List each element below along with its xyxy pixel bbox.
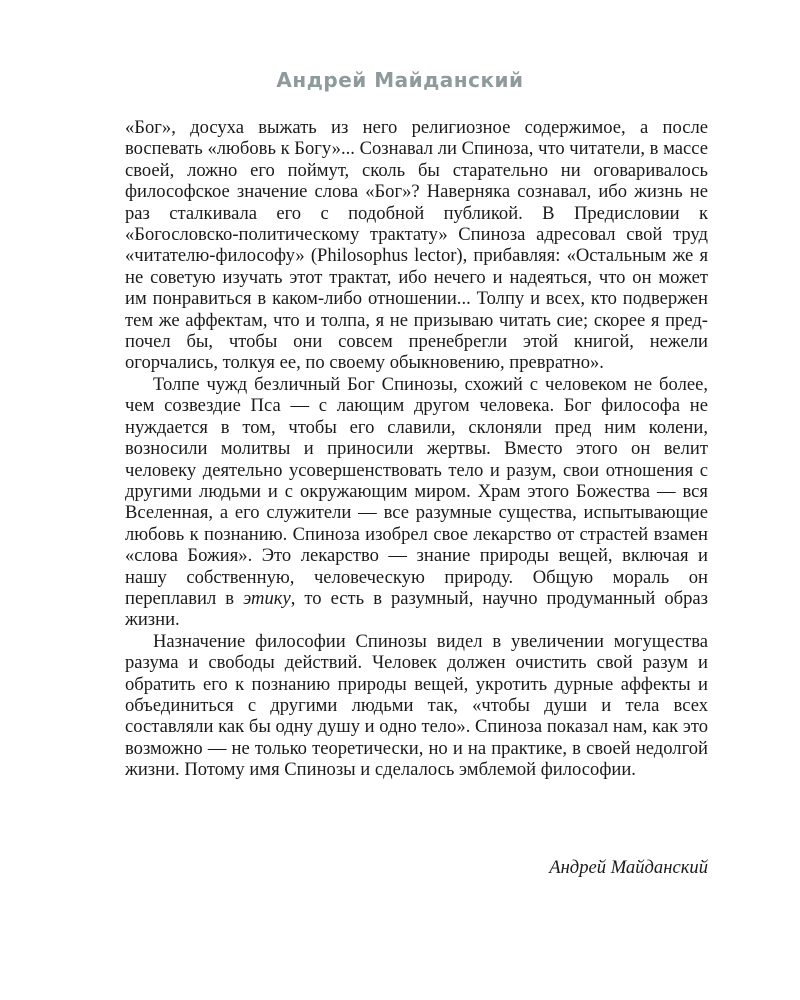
body-text: [125, 117, 708, 781]
paragraph-2-end: , то есть в разумный, научно продуманный образ жизни.: [125, 587, 708, 631]
paragraph-3: Назначение философии Спинозы видел в увеличении могущества разума и свободы действий. Человек должен очистить свой разум и обратить его к познанию природы вещей, укротить дурные аффекты и объединиться с другими людьми так, «чтобы души и тела всех составляли как бы одну душу и одно тело». Спиноза показал нам, как это возможно — не только теоретически, но и на практике, в своей недолгой жизни. Потому имя Спинозы и сделалось эмблемой философии.: [125, 630, 708, 781]
running-head: Андрей Майданский: [276, 68, 524, 92]
paragraph-1: «Бог», досуха выжать из него религиозное содержимое, а после воспевать «любовь к Богу»... Сознавал ли Спиноза, что читатели, в массе своей, ложно его поймут, сколь бы старательно ни оговаривалось философское значение слова «Бог»? Наверняка сознавал, ибо жизнь не раз сталкивала его с подобной публикой. В Предисловии к «Богословско-политическому трактату» Спиноза адресовал свой труд «читателю-философу» (Philosophus lector), прибавляя: «Остальным же я не советую изучать этот трактат, ибо нечего и надеяться, что он может им понравиться в каком-либо отношении... Толпу и всех, кто подвержен тем же аффектам, что и толпа, я не призываю читать сие; скорее я предпочел бы, чтобы они совсем пренебрегли этой книгой, нежели огорчались, толкуя ее, по своему обыкновению, превратно».: [125, 117, 708, 374]
author-signature: Андрей Майданский: [549, 857, 708, 878]
paragraph-2: [125, 374, 708, 631]
paragraph-2-emphasis: этику: [243, 587, 291, 609]
paragraph-2-text: Толпе чужд безличный Бог Спинозы, схожий с человеком не более, чем созвездие Пса — с лающим другом человека. Бог философа не нуждается в том, чтобы его славили, склоняли пред ним колени, возносили молитвы и приносили жертвы. Вместо этого он велит человеку деятельно усовершенствовать тело и разум, свои отношения с другими людьми и с окружающим миром. Храм этого Божества — вся Вселенная, а его служители — все разумные существа, испытывающие любовь к познанию. Спиноза изобрел свое лекарство от страстей взамен «слова Божия». Это лекарство — знание природы вещей, включая и нашу собственную, человеческую природу. Общую мораль он переплавил в: [125, 373, 708, 609]
